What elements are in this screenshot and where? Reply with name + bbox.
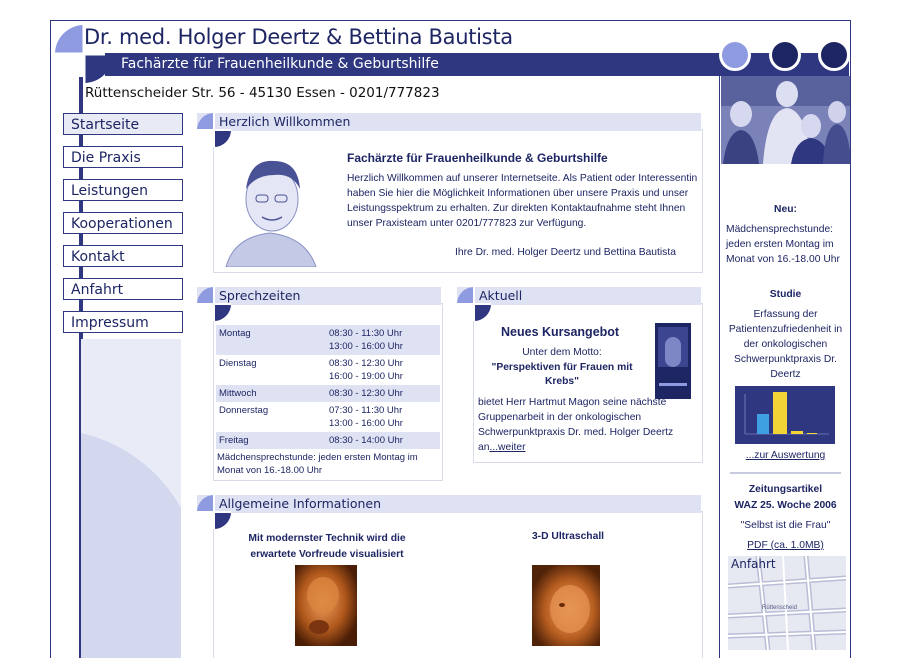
- nav-startseite[interactable]: Startseite: [63, 113, 183, 135]
- welcome-title: Fachärzte für Frauenheilkunde & Geburtshilfe: [347, 151, 608, 165]
- sidebar-study-title: Studie: [769, 289, 802, 300]
- hours-heading: Sprechzeiten: [219, 288, 301, 303]
- table-row: [216, 432, 440, 449]
- news-more-link[interactable]: ...weiter: [489, 442, 526, 453]
- sidebar-new-label: Neu:: [774, 204, 797, 215]
- nav-kooperationen[interactable]: Kooperationen: [63, 212, 183, 234]
- map-thumbnail[interactable]: [728, 556, 846, 650]
- table-row: [216, 402, 440, 432]
- sidebar-divider: [730, 472, 841, 474]
- hours-day: Dienstag: [219, 358, 257, 369]
- team-photo: [721, 76, 851, 164]
- map-street-label: Rüttenscheid: [762, 605, 798, 611]
- news-motto: "Perspektiven für Frauen mit Krebs": [491, 362, 633, 387]
- sidebar-article-quote: "Selbst ist die Frau": [740, 520, 831, 531]
- doctor-portrait: [216, 149, 324, 267]
- brochure-image: [655, 323, 691, 399]
- sidebar-study-text: Erfassung der Patientenzufriedenheit in der onkologischen Schwerpunktpraxis Dr. Deertz: [728, 309, 843, 380]
- hours-time: 08:30 - 12:30 Uhr: [326, 385, 440, 402]
- news-section-header: [457, 287, 701, 321]
- news-text: bietet Herr Hartmut Magon seine nächste Gruppenarbeit in der onkologischen Schwerpunktpraxis Dr. med. Holger Deertz an...weiter: [478, 397, 674, 453]
- hours-day: Freitag: [216, 432, 326, 449]
- right-sidebar: [719, 76, 851, 658]
- map-label: Anfahrt: [731, 557, 776, 571]
- nav-anfahrt[interactable]: Anfahrt: [63, 278, 183, 300]
- page-frame: [50, 20, 851, 658]
- welcome-signature: Ihre Dr. med. Holger Deertz und Bettina Bautista: [455, 247, 676, 258]
- hours-section-header: [197, 287, 441, 321]
- hours-table: [216, 325, 440, 449]
- news-motto-label: Unter dem Motto:: [522, 347, 602, 358]
- welcome-text: Herzlich Willkommen auf unserer Internetseite. Als Patient oder Interessentin haben Sie hier die Möglichkeit Informationen über unsere Praxis und unser Leistungsspektrum zu erhalten. Zur direkten Kontaktaufnahme steht Ihnen unser Praxisteam unter 0201/777823 zur Verfügung.: [347, 173, 698, 229]
- info-section-header: [197, 495, 701, 529]
- page-title: Dr. med. Holger Deertz & Bettina Bautista: [84, 25, 513, 49]
- study-results-link[interactable]: ...zur Auswertung: [745, 450, 826, 461]
- info-item-1-caption: Mit modernster Technik wird die erwartete Vorfreude visualisiert: [248, 533, 406, 560]
- address: Rüttenscheider Str. 56 - 45130 Essen - 0201/777823: [85, 85, 440, 101]
- decor-dot-light: [719, 39, 751, 71]
- hours-time: 08:30 - 12:30 Uhr 16:00 - 19:00 Uhr: [329, 358, 403, 382]
- table-row: [216, 385, 440, 402]
- ultrasound-image-1: [295, 565, 357, 646]
- section-corner-icon: [457, 287, 491, 321]
- ultrasound-image-2: [532, 565, 600, 646]
- news-title: Neues Kursangebot: [501, 325, 620, 339]
- nav-decoration: [81, 339, 181, 658]
- hours-time: 08:30 - 14:00 Uhr: [326, 432, 440, 449]
- welcome-section-header: [197, 113, 701, 147]
- info-item-2-caption: 3-D Ultraschall: [531, 531, 605, 542]
- table-row: [216, 325, 440, 355]
- study-chart: [735, 386, 835, 444]
- welcome-heading: Herzlich Willkommen: [219, 114, 351, 129]
- sidebar-article-title: Zeitungsartikel: [748, 484, 823, 495]
- table-row: [216, 355, 440, 385]
- nav-kontakt[interactable]: Kontakt: [63, 245, 183, 267]
- hours-day: Mittwoch: [216, 385, 326, 402]
- info-heading: Allgemeine Informationen: [219, 496, 382, 511]
- nav-die-praxis[interactable]: Die Praxis: [63, 146, 183, 168]
- news-heading: Aktuell: [479, 288, 523, 303]
- decor-dot-dark-2: [818, 39, 850, 71]
- hours-time: 08:30 - 11:30 Uhr 13:00 - 16:00 Uhr: [326, 325, 440, 355]
- subtitle: Fachärzte für Frauenheilkunde & Geburtshilfe: [121, 56, 439, 72]
- hours-day: Donnerstag: [219, 405, 269, 416]
- sidebar-article-source: WAZ 25. Woche 2006: [734, 500, 837, 511]
- main-nav: [63, 113, 183, 344]
- section-corner-icon: [197, 287, 231, 321]
- nav-leistungen[interactable]: Leistungen: [63, 179, 183, 201]
- section-corner-icon: [197, 495, 231, 529]
- hours-time: 07:30 - 11:30 Uhr 13:00 - 16:00 Uhr: [329, 405, 403, 429]
- hours-note: Mädchensprechstunde: jeden ersten Montag im Monat von 16.-18.00 Uhr: [217, 452, 418, 476]
- hours-day: Montag: [216, 325, 326, 355]
- section-corner-icon: [197, 113, 231, 147]
- decor-dot-dark: [769, 39, 801, 71]
- sidebar-new-text: Mädchensprechstunde: jeden ersten Montag im Monat von 16.-18.00 Uhr: [726, 224, 840, 265]
- nav-impressum[interactable]: Impressum: [63, 311, 183, 333]
- article-pdf-link[interactable]: PDF (ca. 1.0MB): [747, 540, 824, 551]
